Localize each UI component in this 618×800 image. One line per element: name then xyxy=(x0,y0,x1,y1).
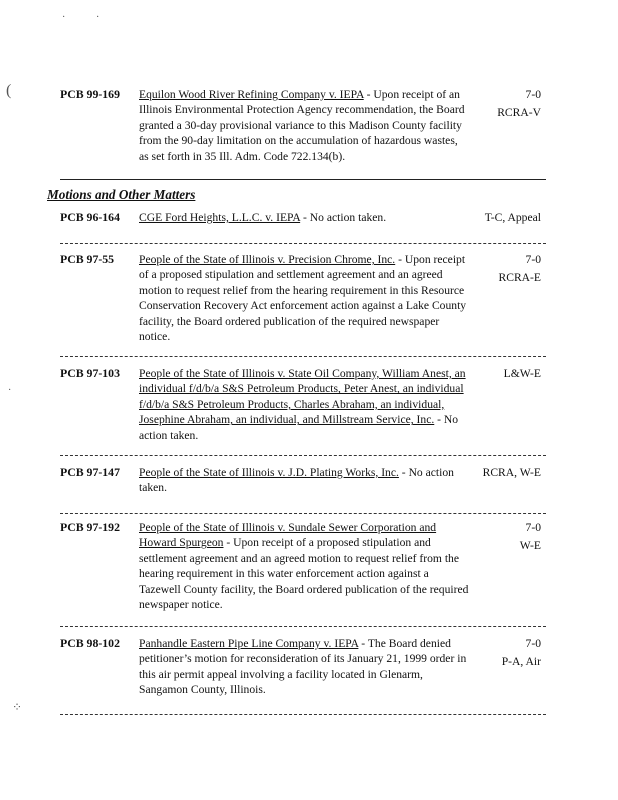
case-type: RCRA-E xyxy=(498,271,541,285)
case-party: People of the State of Illinois v. Precision Chrome, Inc. xyxy=(139,253,396,266)
case-number: PCB 99-169 xyxy=(60,87,120,101)
scan-speck: · xyxy=(8,385,12,396)
case-text: - Upon receipt of an Illinois Environmental Protection Agency recommendation, the Board granted a 30-day provisional variance to this Madison County facility from the 90-day limitation on the accumulation of hazardous wastes, as set forth in 35 Ill. Adm. Code 722.134(b). xyxy=(139,88,465,163)
case-vote xyxy=(451,366,541,381)
case-number: PCB 97-55 xyxy=(60,252,115,266)
divider xyxy=(60,179,546,180)
divider xyxy=(60,243,546,244)
case-vote xyxy=(451,465,541,480)
case-text: - No action taken. xyxy=(300,211,387,224)
scan-speck: ⁘ xyxy=(12,700,23,714)
case-description xyxy=(139,465,469,496)
case-description xyxy=(139,520,469,612)
divider xyxy=(60,455,546,456)
case-party: Panhandle Eastern Pipe Line Company v. IEPA xyxy=(139,637,359,650)
case-type: RCRA-V xyxy=(497,106,541,120)
case-description xyxy=(139,252,469,344)
vote-count: 7-0 xyxy=(525,521,541,534)
case-party: People of the State of Illinois v. State Oil Company, William Anest, an individual f/d/b/a S&S Petroleum Products, Peter Anest, an individual f/d/b/a S&S Petroleum Products, Charles Abraham, an individual, Josephine Abraham, an individual, and Millstream Service, Inc. xyxy=(139,367,466,427)
case-text: - No action taken. xyxy=(139,466,454,495)
case-text: - Upon receipt of a proposed stipulation and settlement agreement and an agreed motion to request relief from the hearing requirement in this Resource Conservation Recovery Act enforcement action against a Lake County facility, the Board ordered publication of the required newspaper notice. xyxy=(139,253,467,344)
case-vote xyxy=(451,210,541,225)
divider xyxy=(60,714,546,715)
case-number: PCB 97-103 xyxy=(60,366,120,380)
case-vote xyxy=(451,636,541,670)
case-type: L&W-E xyxy=(503,367,541,380)
scan-speck: · xyxy=(96,12,100,23)
section-title: Motions and Other Matters xyxy=(47,187,196,202)
divider xyxy=(60,626,546,627)
vote-count: 7-0 xyxy=(525,637,541,650)
case-number: PCB 97-192 xyxy=(60,520,120,534)
case-description xyxy=(139,87,469,164)
divider xyxy=(60,513,546,514)
case-text: - The Board denied petitioner’s motion for reconsideration of its January 21, 1999 order in this air permit appeal involving a facility located in Glenarm, Sangamon County, Illinois. xyxy=(139,637,467,697)
case-party: Equilon Wood River Refining Company v. IEPA xyxy=(139,88,364,101)
case-number: PCB 97-147 xyxy=(60,465,120,479)
case-type: P-A, Air xyxy=(501,655,541,669)
case-number: PCB 98-102 xyxy=(60,636,120,650)
vote-count: 7-0 xyxy=(525,88,541,101)
case-type: RCRA, W-E xyxy=(482,466,541,479)
vote-count: 7-0 xyxy=(525,253,541,266)
case-party: People of the State of Illinois v. J.D. Plating Works, Inc. xyxy=(139,466,399,479)
case-type: T-C, Appeal xyxy=(484,211,541,224)
scan-speck: · xyxy=(62,12,66,23)
divider xyxy=(60,356,546,357)
case-text: - Upon receipt of a proposed stipulation and settlement agreement and an agreed motion to request relief from the hearing requirement in this water enforcement action against a Tazewell County facility, the Board ordered publication of the required newspaper notice. xyxy=(139,536,469,612)
case-number: PCB 96-164 xyxy=(60,210,120,224)
case-vote xyxy=(451,252,541,286)
case-vote xyxy=(451,87,541,121)
case-party: CGE Ford Heights, L.L.C. v. IEPA xyxy=(139,211,301,224)
case-text: - No action taken. xyxy=(139,413,459,442)
scan-speck: ( xyxy=(6,82,12,99)
case-type: W-E xyxy=(519,539,541,553)
case-party: People of the State of Illinois v. Sundale Sewer Corporation and Howard Spurgeon xyxy=(139,521,437,550)
case-vote xyxy=(451,520,541,554)
case-description xyxy=(139,210,489,225)
case-description xyxy=(139,636,469,698)
case-description xyxy=(139,366,469,443)
